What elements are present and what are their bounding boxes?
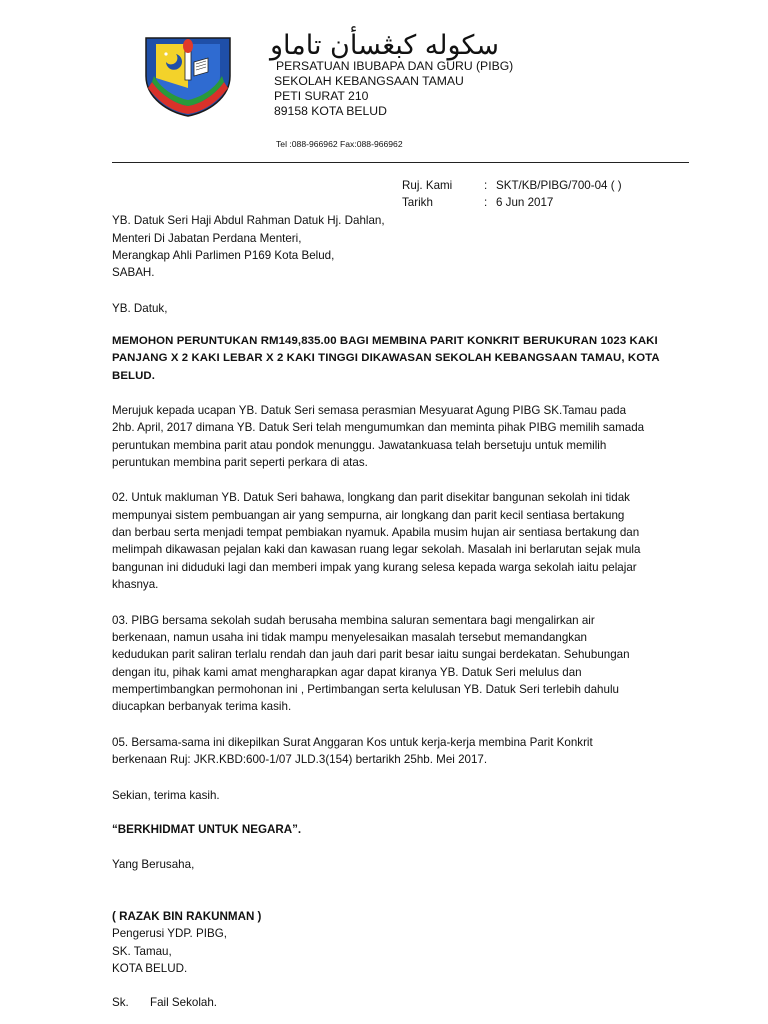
letterhead-tel-fax: Tel :088-966962 Fax:088-966962 bbox=[276, 139, 403, 149]
para2-line: 02. Untuk makluman YB. Datuk Seri bahawa, longkang dan parit disekitar bangunan sekolah ini tidak bbox=[112, 491, 630, 504]
para3-line: 03. PIBG bersama sekolah sudah berusaha membina saluran sementara bagi mengalirkan air bbox=[112, 614, 595, 627]
para1-line: peruntukan membina parit seperti perkara di atas. bbox=[112, 456, 368, 469]
signatory-school: SK. Tamau, bbox=[112, 945, 172, 958]
subject-line: MEMOHON PERUNTUKAN RM149,835.00 BAGI MEMBINA PARIT KONKRIT BERUKURAN 1023 KAKI bbox=[112, 335, 658, 347]
ref-colon: : bbox=[484, 179, 488, 192]
recipient-line: Menteri Di Jabatan Perdana Menteri, bbox=[112, 232, 302, 245]
letterhead-line2: SEKOLAH KEBANGSAAN TAMAU bbox=[274, 74, 464, 88]
ref-label: Ruj. Kami bbox=[402, 179, 453, 192]
letterhead-line1: PERSATUAN IBUBAPA DAN GURU (PIBG) bbox=[276, 59, 514, 73]
sign-off-text: Yang Berusaha, bbox=[112, 858, 195, 871]
letterhead-line3: PETI SURAT 210 bbox=[274, 89, 369, 103]
para3-line: berkenaan, namun usaha ini tidak mampu menyelesaikan masalah tersebut memandangkan bbox=[112, 631, 587, 644]
closing-text: Sekian, terima kasih. bbox=[112, 789, 220, 802]
subject-line: PANJANG X 2 KAKI LEBAR X 2 KAKI TINGGI DIKAWASAN SEKOLAH KEBANGSAAN TAMAU, KOTA bbox=[112, 352, 660, 364]
para2-line: bangunan ini diduduki lagi dan memberi impak yang kurang selesa kepada warga sekolah iaitu pelajar bbox=[112, 561, 637, 574]
para4-line: berkenaan Ruj: JKR.KBD:600-1/07 JLD.3(154) bertarikh 25hb. Mei 2017. bbox=[112, 753, 488, 766]
cc-label: Sk. bbox=[112, 996, 129, 1009]
salutation: YB. Datuk, bbox=[112, 302, 168, 315]
para3-line: dengan itu, pihak kami amat mengharapkan agar dapat kiranya YB. Datuk Seri melulus dan bbox=[112, 666, 582, 679]
letterhead-line4: 89158 KOTA BELUD bbox=[274, 104, 387, 118]
date-colon: : bbox=[484, 196, 488, 209]
date-value: 6 Jun 2017 bbox=[496, 196, 554, 209]
para4-line: 05. Bersama-sama ini dikepilkan Surat Anggaran Kos untuk kerja-kerja membina Parit Konkrit bbox=[112, 736, 593, 749]
para3-line: kedudukan parit saliran terlalu rendah dan jauh dari parit besar iaitu sungai berdekatan. Sehubungan bbox=[112, 648, 630, 661]
para2-line: dan berbau serta menjadi tempat pembiakan nyamuk. Apabila musim hujan air sentiasa bertakung dan bbox=[112, 526, 640, 539]
para2-line: khasnya. bbox=[112, 578, 159, 591]
para2-line: melimpah dikawasan pejalan kaki dan kawasan ruang legar sekolah. Masalah ini berlarutan sejak mula bbox=[112, 543, 641, 556]
para1-line: Merujuk kepada ucapan YB. Datuk Seri semasa perasmian Mesyuarat Agung PIBG SK.Tamau pada bbox=[112, 404, 627, 417]
cc-value: Fail Sekolah. bbox=[150, 996, 218, 1009]
signatory-title: Pengerusi YDP. PIBG, bbox=[112, 927, 227, 940]
recipient-line: YB. Datuk Seri Haji Abdul Rahman Datuk Hj. Dahlan, bbox=[112, 214, 385, 227]
recipient-line: Merangkap Ahli Parlimen P169 Kota Belud, bbox=[112, 249, 335, 262]
letterhead-divider bbox=[112, 162, 689, 163]
date-label: Tarikh bbox=[402, 196, 433, 209]
signatory-name: ( RAZAK BIN RAKUNMAN ) bbox=[112, 910, 262, 923]
para2-line: mempunyai sistem pembuangan air yang sempurna, air longkang dan parit kecil sentiasa bertakung bbox=[112, 509, 625, 522]
signatory-location: KOTA BELUD. bbox=[112, 962, 188, 975]
para3-line: diucapkan berbanyak terima kasih. bbox=[112, 700, 292, 713]
para1-line: peruntukan membina parit atau pondok menunggu. Jawatankuasa telah bersetuju untuk memilih bbox=[112, 439, 607, 452]
para3-line: mempertimbangkan permohonan ini , Pertimbangan serta kelulusan YB. Datuk Seri terlebih dahulu bbox=[112, 683, 619, 696]
subject-line: BELUD. bbox=[112, 370, 155, 382]
school-crest-logo bbox=[142, 32, 234, 118]
motto-text: “BERKHIDMAT UNTUK NEGARA”. bbox=[112, 823, 302, 836]
recipient-line: SABAH. bbox=[112, 266, 155, 279]
para1-line: 2hb. April, 2017 dimana YB. Datuk Seri telah mengumumkan dan meminta pihak PIBG memilih samada bbox=[112, 421, 645, 434]
letterhead-jawi-text: سكوله كبڠسأن تاماو bbox=[270, 30, 499, 61]
ref-value: SKT/KB/PIBG/700-04 ( ) bbox=[496, 179, 622, 192]
